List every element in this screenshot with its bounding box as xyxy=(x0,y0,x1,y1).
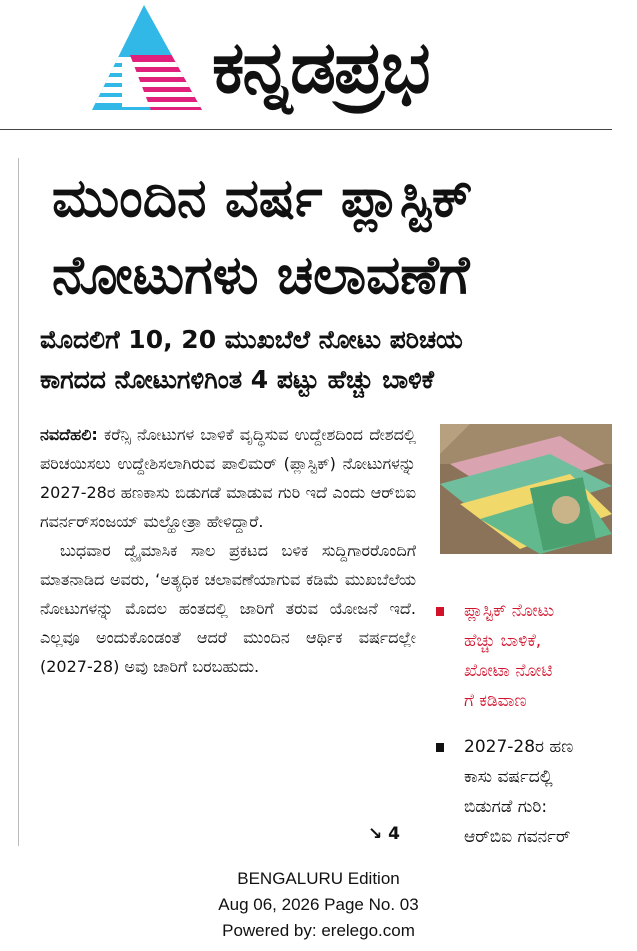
paper-name: ಕನ್ನಡಪ್ರಭ xyxy=(212,25,429,109)
plastic-notes-photo xyxy=(440,424,612,554)
highlight-1-line-1: ಪ್ಲಾಸ್ಟಿಕ್ ನೋಟು xyxy=(464,601,555,621)
highlight-1-line-3: ಖೋಟಾ ನೋಟಿ xyxy=(464,661,553,681)
highlight-2-line-4: ಆರ್‌ಬಿಐ ಗವರ್ನರ್ xyxy=(464,827,571,847)
edition-label: BENGALURU Edition xyxy=(237,869,400,888)
article-subheadline xyxy=(40,320,620,400)
subheadline-line-2: ಕಾಗದದ ನೋಟುಗಳಿಗಿಂತ 4 ಪಟ್ಟು ಹೆಚ್ಚು ಬಾಳಿಕೆ xyxy=(40,365,434,394)
highlight-bullet-icon xyxy=(436,607,444,616)
highlight-1-line-4: ಗೆ ಕಡಿವಾಣ xyxy=(464,691,527,711)
masthead-divider xyxy=(0,129,612,130)
article-headline xyxy=(52,160,612,314)
highlight-2-line-1: 2027-28ರ ಹಣ xyxy=(464,737,574,757)
highlight-1-line-2: ಹೆಚ್ಚು ಬಾಳಿಕೆ, xyxy=(464,631,542,651)
paragraph-1-text: ಕರೆನ್ಸಿ ನೋಟುಗಳ ಬಾಳಿಕೆ ವೃದ್ಧಿಸುವ ಉದ್ದೇಶದಿಂದ ದೇಶದಲ್ಲಿ ಪರಿಚಯಿಸಲು ಉದ್ದೇಶಿಸಲಾಗಿರುವ ಪಾಲಿಮರ್ (ಪ್ಲಾಸ್ಟಿಕ್) ನೋಟುಗಳನ್ನು 2027-28ರ ಹಣಕಾಸು ಬಿಡುಗಡೆ ಮಾಡುವ ಗುರಿ ಇದೆ ಎಂದು ಆರ್‌ಬಿಐ ಗವರ್ನರ್‌ಸಂಜಯ್ ಮಲ್ಹೋತ್ರಾ ಹೇಳಿದ್ದಾರೆ. xyxy=(40,425,417,531)
column-rule xyxy=(18,158,19,846)
date-page-label: Aug 06, 2026 Page No. 03 xyxy=(218,895,419,914)
continued-on-page-4: ↘ 4 xyxy=(368,824,400,844)
article-paragraph-1 xyxy=(40,420,416,536)
highlight-bullet-icon xyxy=(436,743,444,752)
polymer-banknotes-image xyxy=(440,424,612,554)
highlight-2-line-3: ಬಿಡುಗಡೆ ಗುರಿ: xyxy=(464,797,548,817)
highlight-2-line-2: ಕಾಸು ವರ್ಷದಲ್ಲಿ xyxy=(464,767,553,787)
kannada-prabha-logo-icon xyxy=(92,5,202,113)
headline-line-1: ಮುಂದಿನ ವರ್ಷ ಪ್ಲಾಸ್ಟಿಕ್ xyxy=(52,168,473,229)
powered-by-label: Powered by: erelego.com xyxy=(222,921,415,940)
subheadline-line-1: ಮೊದಲಿಗೆ 10, 20 ಮುಖಬೆಲೆ ನೋಟು ಪರಿಚಯ xyxy=(40,325,463,354)
masthead xyxy=(0,0,637,130)
article-paragraph-2: ಬುಧವಾರ ದ್ವೈಮಾಸಿಕ ಸಾಲ ಪ್ರಕಟದ ಬಳಿಕ ಸುದ್ದಿಗಾರರೊಂದಿಗೆ ಮಾತನಾಡಿದ ಅವರು, ‘ಅತ್ಯಧಿಕ ಚಲಾವಣೆಯಾಗುವ ಕಡಿಮೆ ಮುಖಬೆಲೆಯ ನೋಟುಗಳನ್ನು ಮೊದಲ ಹಂತದಲ್ಲಿ ಜಾರಿಗೆ ತರುವ ಯೋಜನೆ ಇದೆ. ಎಲ್ಲವೂ ಅಂದುಕೊಂಡಂತೆ ಆದರೆ ಮುಂದಿನ ಆರ್ಥಿಕ ವರ್ಷದಲ್ಲೇ (2027-28) ಅವು ಜಾರಿಗೆ ಬರಬಹುದು. xyxy=(40,541,416,676)
headline-line-2: ನೋಟುಗಳು ಚಲಾವಣೆಗೆ xyxy=(52,245,470,306)
dateline: ನವದೆಹಲಿ: xyxy=(40,425,98,444)
article-body xyxy=(40,420,416,681)
footer xyxy=(0,866,637,944)
